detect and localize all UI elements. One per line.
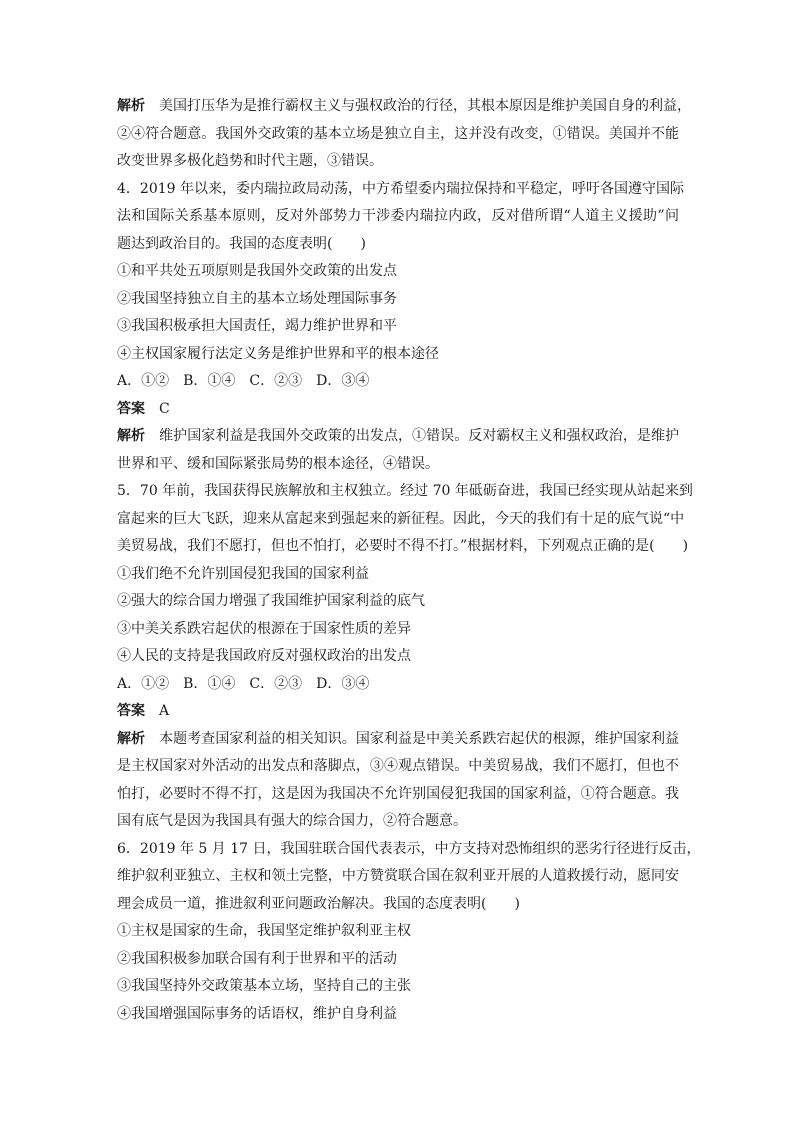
q5-analysis-line: 解析 本题考查国家利益的相关知识。国家利益是中美关系跌宕起伏的根源，维护国家利益 — [117, 730, 680, 747]
q5-option: ②强大的综合国力增强了我国维护国家利益的底气 — [117, 593, 425, 609]
answer-value: C — [159, 400, 170, 417]
q5-stem-line: 5．70 年前，我国获得民族解放和主权独立。经过 70 年砥砺奋进，我国已经实现从站起来到 — [117, 483, 693, 499]
q6-stem-line: 理会成员一道，推进叙利亚问题政治解决。我国的态度表明( ) — [117, 895, 520, 912]
q4-stem-line: 法和国际关系基本原则，反对外部势力干涉委内瑞拉内政，反对借所谓“人道主义援助”问 — [117, 208, 679, 224]
answer-label: 答案 — [117, 400, 145, 417]
q6-option: ④我国增强国际事务的话语权，维护自身利益 — [117, 1005, 397, 1022]
q5-choices: A．①② B．①④ C．②③ D．③④ — [117, 675, 370, 692]
q4-option: ③我国积极承担大国责任，竭力维护世界和平 — [117, 318, 397, 334]
q5-stem-line: 美贸易战，我们不愿打，但也不怕打，必要时不得不打。”根据材料，下列观点正确的是( ) — [117, 538, 689, 554]
q5-answer — [117, 698, 679, 726]
q4-stem-line: 4．2019 年以来，委内瑞拉政局动荡，中方希望委内瑞拉保持和平稳定，呼吁各国遵守国际 — [117, 180, 684, 197]
q5-option: ④人民的支持是我国政府反对强权政治的出发点 — [117, 648, 411, 664]
q4-option: ①和平共处五项原则是我国外交政策的出发点 — [117, 263, 397, 279]
q3-analysis-line: 改变世界多极化趋势和时代主题，③错误。 — [117, 153, 383, 169]
q6-option: ③我国坚持外交政策基本立场，坚持自己的主张 — [117, 978, 411, 994]
answer-label: 答案 — [117, 703, 145, 719]
q4-stem-line: 题达到政治目的。我国的态度表明( ) — [117, 235, 366, 252]
q5-analysis-line: 国有底气是因为我国具有强大的综合国力，②符合题意。 — [117, 813, 467, 829]
q5-analysis-line: 是主权国家对外活动的出发点和落脚点，③④观点错误。中美贸易战，我们不愿打，但也不 — [117, 758, 679, 774]
q6-option: ①主权是国家的生命，我国坚定维护叙利亚主权 — [117, 923, 411, 939]
analysis-label: 解析 — [117, 730, 146, 747]
q3-analysis-line: 解析 美国打压华为是推行霸权主义与强权政治的行径，其根本原因是维护美国自身的利益， — [117, 98, 691, 114]
q5-stem-line: 富起来的巨大飞跃，迎来从富起来到强起来的新征程。因此，今天的我们有十足的底气说“中 — [117, 510, 685, 527]
q3-analysis-line: ②④符合题意。我国外交政策的基本立场是独立自主，这并没有改变，①错误。美国并不能 — [117, 125, 679, 142]
analysis-label: 解析 — [117, 98, 145, 114]
q4-choices: A．①② B．①④ C．②③ D．③④ — [117, 373, 370, 389]
q6-option: ②我国积极参加联合国有利于世界和平的活动 — [117, 950, 397, 967]
document-page — [117, 93, 701, 1028]
q5-option: ③中美关系跌宕起伏的根源在于国家性质的差异 — [117, 620, 411, 637]
q6-stem-line: 维护叙利亚独立、主权和领土完整，中方赞赏联合国在叙利亚开展的人道救援行动，愿同安 — [117, 868, 679, 884]
q4-option: ②我国坚持独立自主的基本立场处理国际事务 — [117, 290, 397, 307]
q6-stem-line: 6．2019 年 5 月 17 日，我国驻联合国代表表示，中方支持对恐怖组织的恶劣行径进行反击， — [117, 840, 701, 857]
q4-option: ④主权国家履行法定义务是维护世界和平的根本途径 — [117, 345, 439, 362]
q5-analysis-line: 怕打，必要时不得不打，这是因为我国决不允许别国侵犯我国的国家利益，①符合题意。我 — [117, 785, 679, 802]
q5-option: ①我们绝不允许别国侵犯我国的国家利益 — [117, 565, 369, 582]
q4-answer — [117, 396, 679, 424]
analysis-label: 解析 — [117, 428, 146, 444]
q4-analysis-line: 世界和平、缓和国际紧张局势的根本途径，④错误。 — [117, 455, 439, 472]
q4-analysis-line: 解析 维护国家利益是我国外交政策的出发点，①错误。反对霸权主义和强权政治，是维护 — [117, 428, 680, 444]
answer-value: A — [159, 703, 170, 719]
